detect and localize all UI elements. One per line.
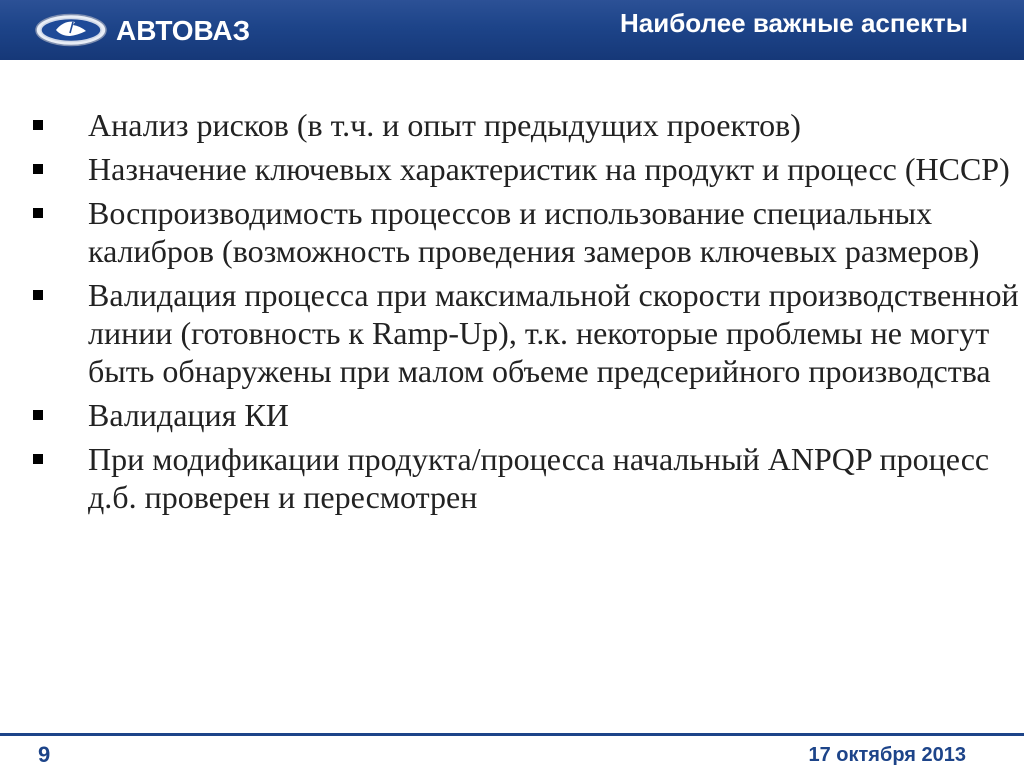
square-bullet-icon <box>30 194 88 232</box>
square-bullet-icon <box>30 396 88 434</box>
list-item <box>30 396 1020 434</box>
bullet-text: Анализ рисков (в т.ч. и опыт предыдущих проектов) <box>88 107 801 143</box>
bullet-list <box>30 106 1020 522</box>
bullet-text: Воспроизводимость процессов и использование специальных калибров (возможность проведения замеров ключевых размеров) <box>88 195 980 269</box>
list-item <box>30 150 1020 188</box>
page-title: Наиболее важные аспекты <box>620 8 968 38</box>
list-item <box>30 440 1020 516</box>
header-bar <box>0 0 1024 60</box>
square-bullet-icon <box>30 106 88 144</box>
brand-name: АВТОВАЗ <box>116 15 251 46</box>
list-item <box>30 106 1020 144</box>
footer-divider <box>0 733 1024 736</box>
list-item <box>30 276 1020 390</box>
bullet-text: Валидация КИ <box>88 397 289 433</box>
lada-boat-logo-icon <box>34 13 108 47</box>
bullet-text: Назначение ключевых характеристик на продукт и процесс (HCCP) <box>88 151 1010 187</box>
bullet-text: При модификации продукта/процесса начальный ANPQP процесс д.б. проверен и пересмотрен <box>88 441 990 515</box>
footer-date: 17 октября 2013 <box>808 744 966 766</box>
bullet-text: Валидация процесса при максимальной скорости производственной линии (готовность к Ramp-Up), т.к. некоторые проблемы не могут быть обнаружены при малом объеме предсерийного производства <box>88 277 1019 389</box>
square-bullet-icon <box>30 276 88 314</box>
list-item <box>30 194 1020 270</box>
square-bullet-icon <box>30 440 88 478</box>
page-number: 9 <box>38 742 51 767</box>
square-bullet-icon <box>30 150 88 188</box>
